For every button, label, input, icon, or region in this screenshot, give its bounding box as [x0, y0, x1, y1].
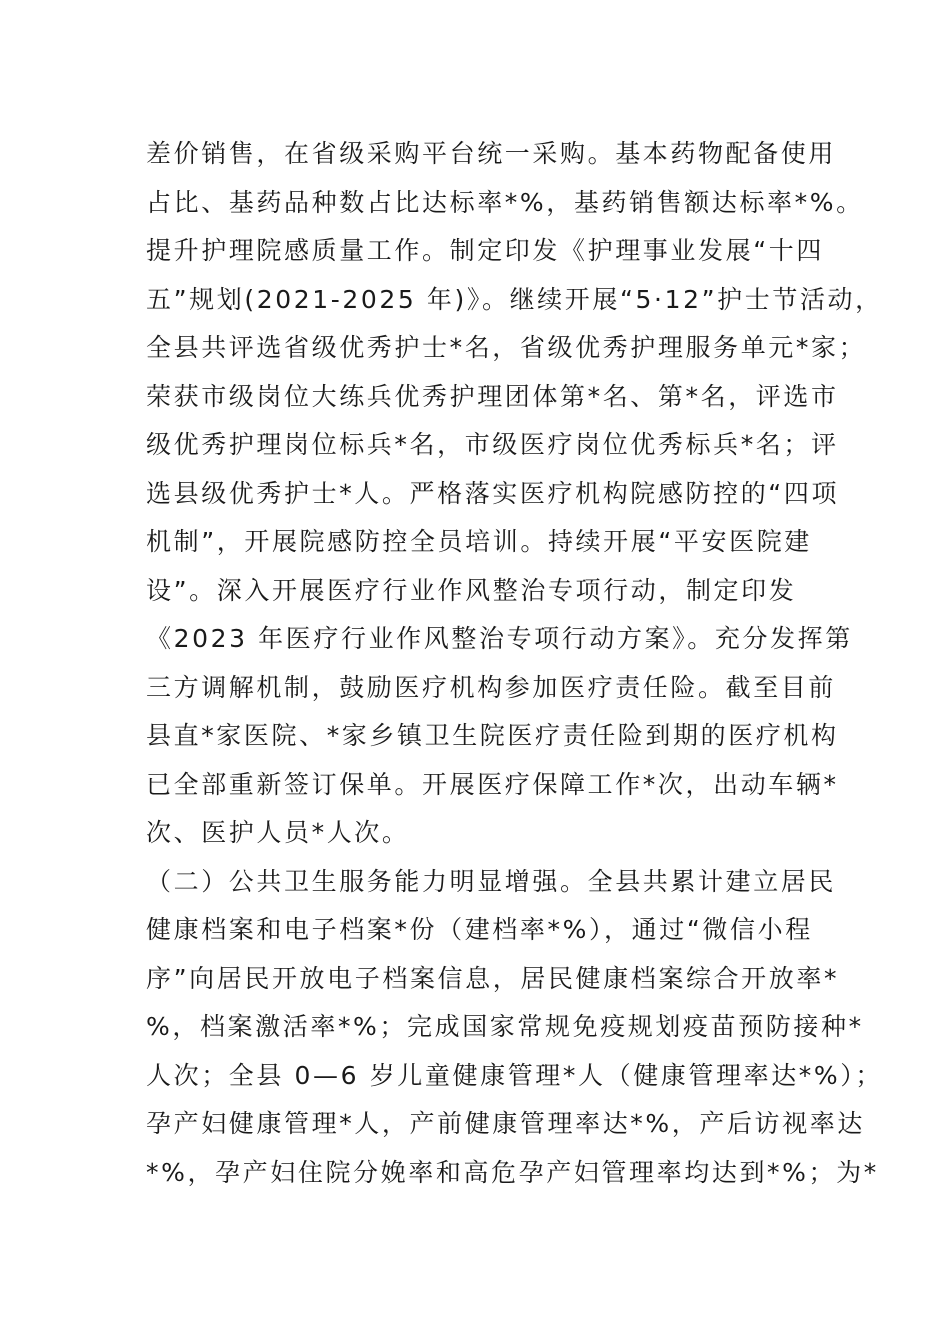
section-heading-line: （二）公共卫生服务能力明显增强。全县共累计建立居民	[146, 866, 837, 896]
text-line: 已全部重新签订保单。开展医疗保障工作*次，出动车辆*	[146, 769, 839, 799]
text-line: *%，孕产妇住院分娩率和高危孕产妇管理率均达到*%；为*	[146, 1157, 879, 1187]
text-line: %，档案激活率*%；完成国家常规免疫规划疫苗预防接种*	[146, 1012, 864, 1041]
text-line: 次、医护人员*人次。	[146, 818, 410, 847]
text-line: 健康档案和电子档案*份（建档率*%），通过“微信小程	[146, 915, 813, 944]
text-line: 五”规划(2021-2025 年)》。继续开展“5·12”护士节活动，	[146, 284, 883, 314]
text-line: 占比、基药品种数占比达标率*%，基药销售额达标率*%。	[146, 187, 864, 217]
text-line: 《2023 年医疗行业作风整治专项行动方案》。充分发挥第	[146, 624, 853, 653]
text-line: 全县共评选省级优秀护士*名，省级优秀护理服务单元*家；	[146, 333, 867, 362]
text-line: 人次；全县 0—6 岁儿童健康管理*人（健康管理率达*%）；	[146, 1060, 883, 1090]
text-line: 孕产妇健康管理*人，产前健康管理率达*%，产后访视率达	[146, 1109, 865, 1138]
text-line: 提升护理院感质量工作。制定印发《护理事业发展“十四	[146, 236, 824, 265]
text-line: 机制”，开展院感防控全员培训。持续开展“平安医院建	[146, 527, 812, 556]
text-line: 差价销售，在省级采购平台统一采购。基本药物配备使用	[146, 139, 837, 168]
text-line: 级优秀护理岗位标兵*名，市级医疗岗位优秀标兵*名；评	[146, 430, 839, 459]
text-line: 荣获市级岗位大练兵优秀护理团体第*名、第*名，评选市	[146, 381, 839, 411]
body-text	[146, 130, 883, 1197]
text-line: 设”。深入开展医疗行业作风整治专项行动，制定印发	[146, 575, 797, 605]
text-line: 序”向居民开放电子档案信息，居民健康档案综合开放率*	[146, 963, 840, 993]
text-line: 选县级优秀护士*人。严格落实医疗机构院感防控的“四项	[146, 478, 840, 508]
text-line: 县直*家医院、*家乡镇卫生院医疗责任险到期的医疗机构	[146, 721, 839, 750]
text-line: 三方调解机制，鼓励医疗机构参加医疗责任险。截至目前	[146, 672, 837, 702]
